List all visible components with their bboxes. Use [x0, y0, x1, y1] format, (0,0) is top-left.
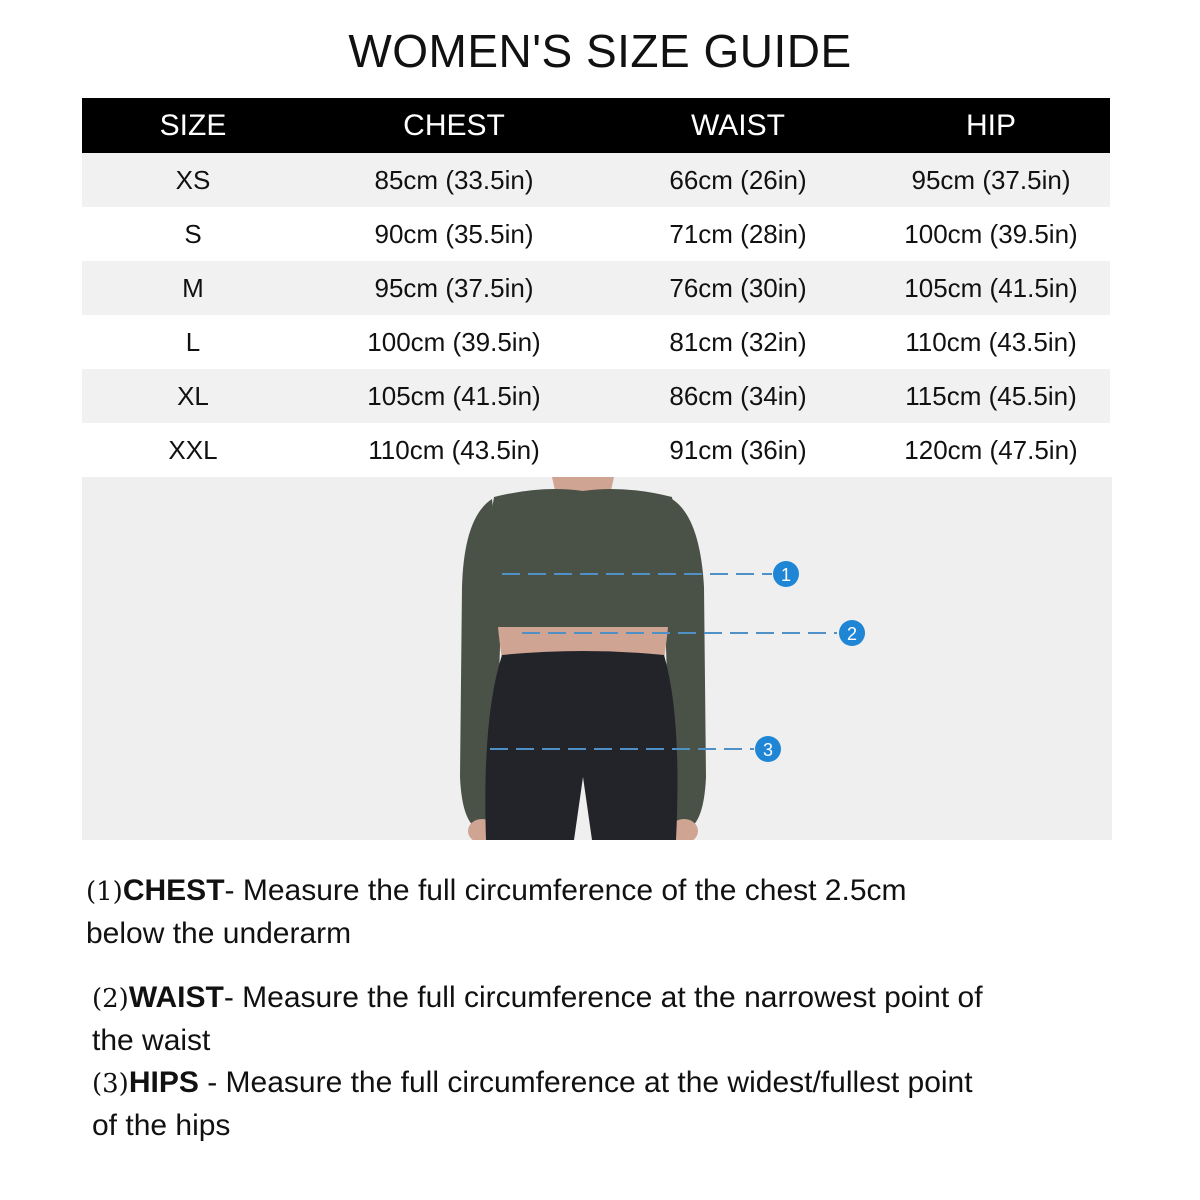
cell-size: XXL: [82, 423, 304, 477]
table-header-row: [82, 98, 1110, 153]
cell-waist: 71cm (28in): [604, 207, 872, 261]
note-text: - Measure the full circumference at the narrowest point of the waist: [92, 981, 983, 1057]
cell-waist: 91cm (36in): [604, 423, 872, 477]
leggings: [485, 651, 677, 840]
cell-size: XL: [82, 369, 304, 423]
cell-waist: 76cm (30in): [604, 261, 872, 315]
crop-top: [489, 489, 676, 627]
header-size: SIZE: [82, 98, 304, 153]
cell-chest: 100cm (39.5in): [304, 315, 604, 369]
note-term: WAIST: [128, 981, 224, 1014]
note-number: (2): [92, 984, 129, 1014]
table-row: [82, 207, 1110, 261]
cell-chest: 105cm (41.5in): [304, 369, 604, 423]
measurement-figure-panel: [82, 477, 1112, 840]
cell-chest: 90cm (35.5in): [304, 207, 604, 261]
model-illustration: [82, 477, 1112, 840]
note-text: - Measure the full circumference at the widest/fullest point of the hips: [92, 1066, 973, 1142]
cell-hip: 110cm (43.5in): [872, 315, 1110, 369]
table-row: [82, 315, 1110, 369]
header-waist: WAIST: [604, 98, 872, 153]
cell-hip: 120cm (47.5in): [872, 423, 1110, 477]
size-table: [82, 98, 1110, 477]
cell-size: L: [82, 315, 304, 369]
cell-chest: 95cm (37.5in): [304, 261, 604, 315]
table-row: [82, 261, 1110, 315]
header-chest: CHEST: [304, 98, 604, 153]
hip-marker: [755, 736, 781, 762]
hips-instruction: [92, 1062, 992, 1146]
cell-chest: 110cm (43.5in): [304, 423, 604, 477]
note-text: - Measure the full circumference of the chest 2.5cm below the underarm: [86, 874, 907, 950]
header-hip: HIP: [872, 98, 1110, 153]
cell-hip: 115cm (45.5in): [872, 369, 1110, 423]
waist-instruction: [92, 977, 992, 1061]
cell-waist: 66cm (26in): [604, 153, 872, 207]
cell-chest: 85cm (33.5in): [304, 153, 604, 207]
cell-size: XS: [82, 153, 304, 207]
cell-waist: 86cm (34in): [604, 369, 872, 423]
marker-3-label: 3: [762, 740, 774, 760]
cell-waist: 81cm (32in): [604, 315, 872, 369]
cell-hip: 100cm (39.5in): [872, 207, 1110, 261]
table-row: [82, 153, 1110, 207]
chest-instruction: [86, 870, 986, 954]
table-row: [82, 369, 1110, 423]
cell-size: S: [82, 207, 304, 261]
table-row: [82, 423, 1110, 477]
note-number: (3): [92, 1069, 129, 1099]
cell-hip: 95cm (37.5in): [872, 153, 1110, 207]
page-title: WOMEN'S SIZE GUIDE: [348, 25, 852, 77]
note-term: HIPS: [128, 1066, 199, 1099]
waist-marker: [839, 620, 865, 646]
chest-marker: [773, 561, 799, 587]
marker-2-label: 2: [846, 624, 858, 644]
marker-1-label: 1: [780, 565, 792, 585]
cell-hip: 105cm (41.5in): [872, 261, 1110, 315]
cell-size: M: [82, 261, 304, 315]
note-number: (1): [86, 877, 123, 907]
note-term: CHEST: [122, 874, 225, 907]
